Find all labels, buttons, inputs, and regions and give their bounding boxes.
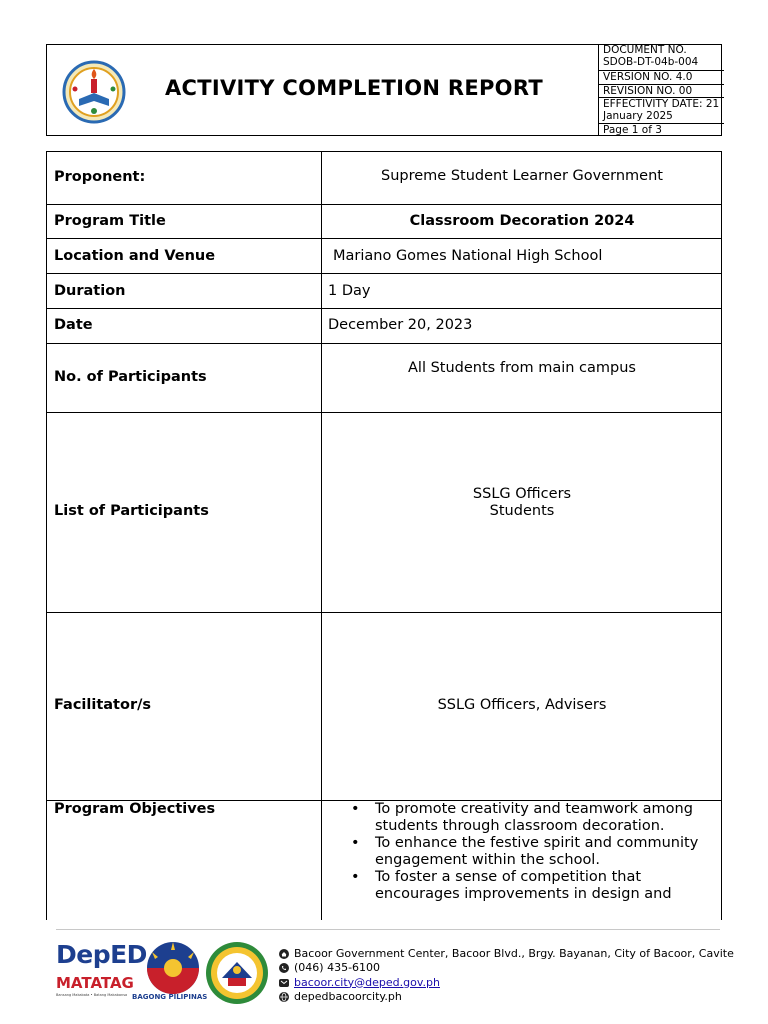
document-info-box	[598, 44, 724, 136]
contact-info	[279, 947, 734, 1004]
home-icon	[279, 949, 289, 959]
duration-label: Duration	[54, 283, 126, 299]
program-title-label: Program Title	[54, 213, 166, 229]
participant-group: Students	[489, 503, 555, 519]
objective-item: • To promote creativity and teamwork among students through classroom decoration.	[351, 801, 693, 834]
duration-value: 1 Day	[328, 283, 371, 299]
facebook-line: depedbacoorcity.ph	[279, 990, 734, 1004]
deped-matatag-logo	[56, 940, 147, 1002]
participants-count-label: No. of Participants	[54, 369, 207, 385]
activity-details-table	[46, 151, 722, 920]
matatag-tagline: Bansang Makabata • Batang Makabansa	[56, 993, 128, 997]
row-objectives	[47, 801, 721, 920]
objective-item: • To enhance the festive spirit and community engagement within the school.	[351, 835, 699, 868]
address-line: Bacoor Government Center, Bacoor Blvd., Brgy. Bayanan, City of Bacoor, Cavite	[279, 947, 734, 961]
facilitators-value: SSLG Officers, Advisers	[437, 697, 607, 713]
bullet-icon: •	[351, 869, 360, 885]
date-value: December 20, 2023	[328, 317, 473, 333]
row-participants-list	[47, 413, 721, 613]
bullet-icon: •	[351, 801, 360, 817]
row-duration	[47, 274, 721, 309]
bagong-pilipinas-text: BAGONG PILIPINAS	[132, 993, 208, 1001]
phone-line: (046) 435-6100	[279, 961, 734, 975]
participants-list-label: List of Participants	[54, 503, 209, 519]
bagong-pilipinas-logo	[132, 938, 208, 1004]
location-value: Mariano Gomes National High School	[333, 248, 603, 264]
participants-list-values	[323, 486, 721, 520]
matatag-wordmark: MATATAG	[56, 974, 134, 992]
email-link[interactable]: bacoor.city@deped.gov.ph	[294, 975, 440, 989]
bullet-icon: •	[351, 835, 360, 851]
email-icon	[279, 978, 289, 988]
school-seal-logo	[61, 59, 127, 125]
row-proponent	[47, 152, 721, 205]
document-number: DOCUMENT NO. SDOB-DT-04b-004	[599, 44, 724, 71]
objectives-label: Program Objectives	[54, 801, 216, 817]
objectives-list	[323, 801, 721, 903]
row-program-title	[47, 205, 721, 239]
document-header	[46, 44, 722, 136]
phone-icon	[279, 963, 289, 973]
facilitators-label: Facilitator/s	[54, 697, 152, 713]
revision-number: REVISION NO. 00	[599, 85, 724, 98]
participants-count-value: All Students from main campus	[408, 360, 636, 376]
row-participants-count	[47, 344, 721, 413]
location-label: Location and Venue	[54, 248, 216, 264]
division-seal-logo	[204, 940, 270, 1006]
date-label: Date	[54, 317, 93, 333]
program-title-value: Classroom Decoration 2024	[409, 213, 635, 229]
version-number: VERSION NO. 4.0	[599, 71, 724, 85]
report-title: ACTIVITY COMPLETION REPORT	[165, 76, 543, 100]
email-line	[279, 976, 734, 990]
footer-divider	[56, 929, 720, 930]
globe-icon	[279, 992, 289, 1002]
page-number: Page 1 of 3	[603, 124, 662, 136]
participant-group: SSLG Officers	[472, 486, 572, 502]
row-facilitators	[47, 613, 721, 801]
row-location	[47, 239, 721, 274]
proponent-value: Supreme Student Learner Government	[381, 168, 663, 184]
objective-item: • To foster a sense of competition that encourages improvements in design and	[351, 869, 672, 902]
row-date	[47, 309, 721, 344]
bagong-pilipinas-emblem	[140, 938, 206, 994]
deped-wordmark: DepED	[56, 940, 147, 969]
effectivity-date: EFFECTIVITY DATE: 21 January 2025	[599, 98, 724, 124]
proponent-label: Proponent:	[54, 169, 146, 185]
